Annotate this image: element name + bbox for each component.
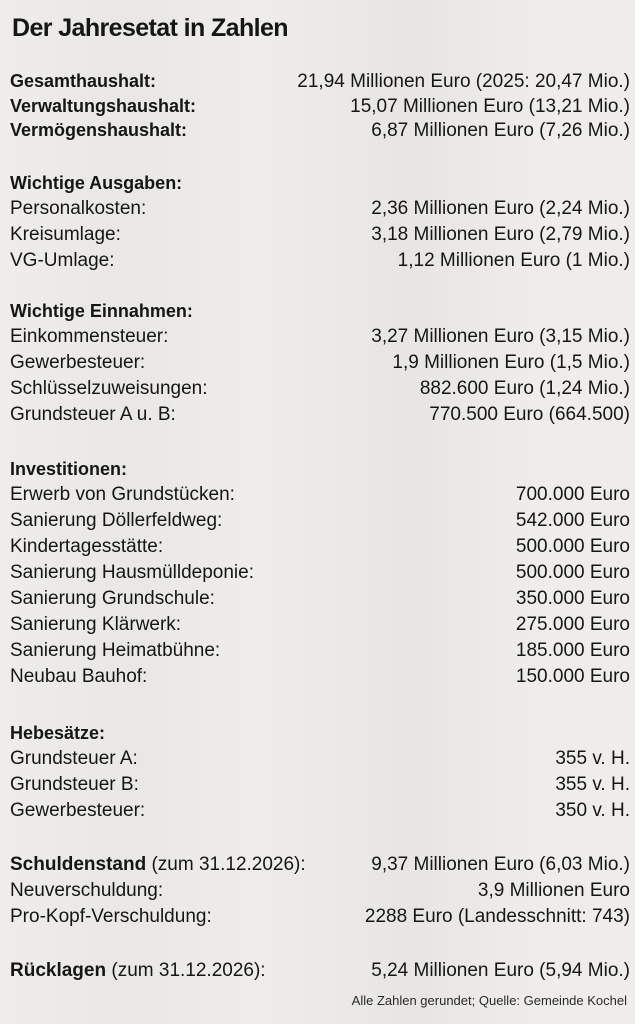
investment-row [10, 482, 630, 508]
expense-label: Kreisumlage: [10, 224, 121, 245]
overview-value: 15,07 Millionen Euro (13,21 Mio.) [350, 96, 630, 117]
reserves-row [10, 958, 630, 984]
expense-row [10, 222, 630, 248]
expense-label: Personalkosten: [10, 198, 147, 219]
rate-value: 355 v. H. [555, 774, 630, 795]
expense-row [10, 196, 630, 222]
investment-row [10, 560, 630, 586]
investment-value: 275.000 Euro [515, 614, 630, 635]
overview-section [10, 68, 630, 142]
income-label: Gewerbesteuer: [10, 352, 146, 373]
investment-value: 542.000 Euro [515, 510, 630, 531]
investments-section [10, 456, 630, 690]
expense-value: 3,18 Millionen Euro (2,79 Mio.) [371, 224, 630, 245]
debt-heading-row [10, 852, 630, 878]
expense-label: VG-Umlage: [10, 250, 115, 271]
investment-label: Sanierung Heimatbühne: [10, 640, 221, 661]
rate-label: Grundsteuer B: [10, 774, 139, 795]
reserves-section [10, 958, 630, 984]
expense-value: 2,36 Millionen Euro (2,24 Mio.) [371, 198, 630, 219]
investment-value: 700.000 Euro [515, 484, 630, 505]
debt-value: 9,37 Millionen Euro (6,03 Mio.) [371, 854, 630, 875]
debt-heading-bold: Schuldenstand [10, 854, 147, 875]
expenses-section [10, 170, 630, 274]
income-label: Schlüsselzuweisungen: [10, 378, 208, 399]
overview-label: Vermögenshaushalt: [10, 120, 188, 140]
overview-row-admin [10, 94, 630, 118]
income-section [10, 298, 630, 428]
expenses-heading: Wichtige Ausgaben: [10, 173, 183, 193]
rate-value: 350 v. H. [555, 800, 630, 821]
rate-value: 355 v. H. [555, 748, 630, 769]
debt-item-value: 2288 Euro (Landesschnitt: 743) [364, 906, 630, 927]
debt-label: Neuverschuldung: [10, 880, 164, 901]
investment-label: Sanierung Grundschule: [10, 588, 215, 609]
debt-row [10, 878, 630, 904]
rate-row [10, 798, 630, 824]
income-label: Grundsteuer A u. B: [10, 404, 176, 425]
investment-value: 500.000 Euro [515, 536, 630, 557]
income-row [10, 376, 630, 402]
investment-label: Sanierung Klärwerk: [10, 614, 182, 635]
rate-row [10, 772, 630, 798]
investment-row [10, 664, 630, 690]
reserves-heading [10, 958, 266, 984]
investment-label: Neubau Bauhof: [10, 666, 148, 687]
income-row [10, 402, 630, 428]
income-heading: Wichtige Einnahmen: [10, 301, 193, 321]
rates-section [10, 720, 630, 824]
reserves-heading-bold: Rücklagen [10, 960, 107, 981]
debt-row [10, 904, 630, 930]
investment-value: 150.000 Euro [515, 666, 630, 687]
reserves-value: 5,24 Millionen Euro (5,94 Mio.) [371, 960, 630, 981]
debt-heading [10, 852, 306, 878]
overview-label: Verwaltungshaushalt: [10, 96, 197, 116]
investment-value: 350.000 Euro [515, 588, 630, 609]
debt-item-value: 3,9 Millionen Euro [477, 880, 630, 901]
reserves-heading-date: (zum 31.12.2026): [106, 960, 266, 981]
income-value: 882.600 Euro (1,24 Mio.) [419, 378, 630, 399]
income-row [10, 350, 630, 376]
income-value: 3,27 Millionen Euro (3,15 Mio.) [371, 326, 630, 347]
overview-value: 21,94 Millionen Euro (2025: 20,47 Mio.) [297, 71, 630, 92]
debt-section [10, 852, 630, 930]
income-row [10, 324, 630, 350]
source-note: Alle Zahlen gerundet; Quelle: Gemeinde Kochel [351, 993, 627, 1008]
page-title: Der Jahresetat in Zahlen [12, 14, 288, 42]
debt-heading-date: (zum 31.12.2026): [146, 854, 306, 875]
expense-value: 1,12 Millionen Euro (1 Mio.) [397, 250, 630, 271]
expense-row [10, 248, 630, 274]
overview-label: Gesamthaushalt: [10, 71, 157, 91]
investment-row [10, 508, 630, 534]
investment-label: Kindertagesstätte: [10, 536, 164, 557]
income-value: 1,9 Millionen Euro (1,5 Mio.) [392, 352, 630, 373]
investment-row [10, 612, 630, 638]
income-label: Einkommensteuer: [10, 326, 169, 347]
investment-row [10, 534, 630, 560]
overview-value: 6,87 Millionen Euro (7,26 Mio.) [371, 120, 630, 141]
investment-row [10, 586, 630, 612]
investment-row [10, 638, 630, 664]
rate-label: Grundsteuer A: [10, 748, 138, 769]
overview-row-total [10, 68, 630, 94]
investment-label: Sanierung Döllerfeldweg: [10, 510, 223, 531]
investment-value: 500.000 Euro [515, 562, 630, 583]
debt-label: Pro-Kopf-Verschuldung: [10, 906, 212, 927]
overview-row-assets [10, 118, 630, 142]
rate-row [10, 746, 630, 772]
investment-label: Sanierung Hausmülldeponie: [10, 562, 254, 583]
rate-label: Gewerbesteuer: [10, 800, 146, 821]
rates-heading: Hebesätze: [10, 723, 106, 743]
investment-value: 185.000 Euro [515, 640, 630, 661]
investments-heading: Investitionen: [10, 459, 128, 479]
income-value: 770.500 Euro (664.500) [429, 404, 630, 425]
investment-label: Erwerb von Grundstücken: [10, 484, 235, 505]
